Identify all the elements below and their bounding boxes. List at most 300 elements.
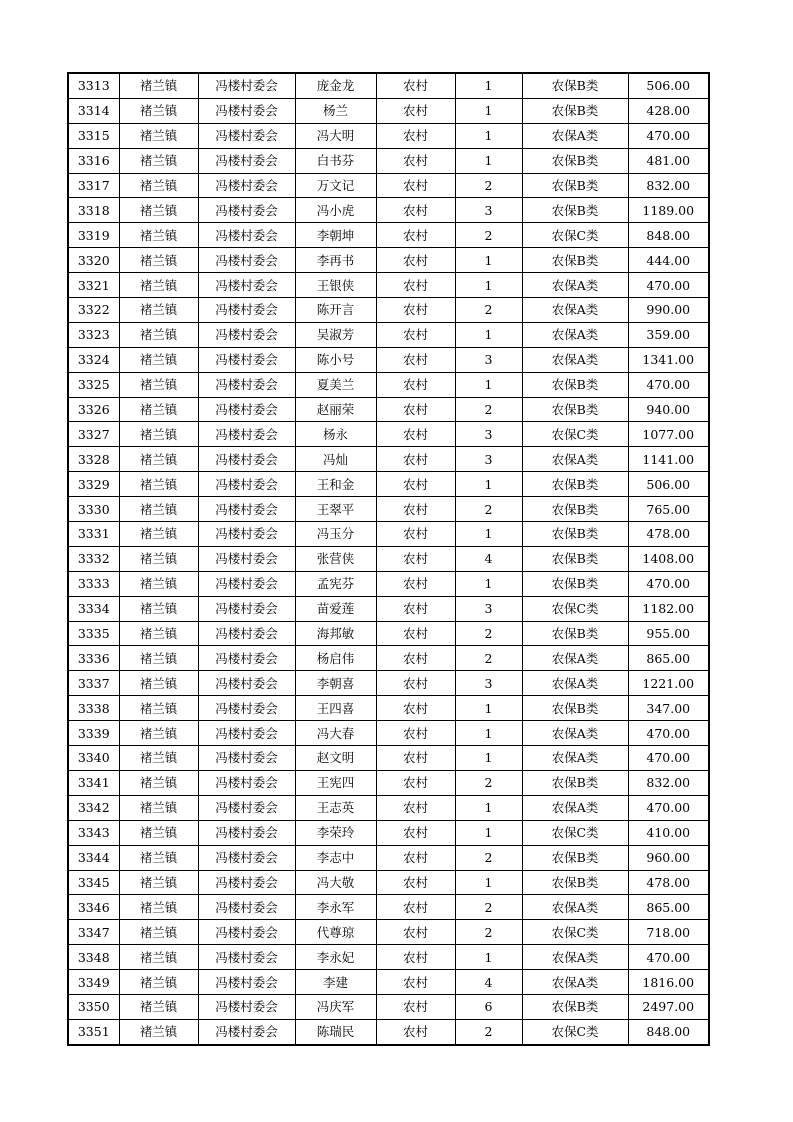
amount-cell: 848.00 bbox=[628, 1019, 709, 1044]
household-size-cell: 1 bbox=[455, 795, 522, 820]
town-cell: 褚兰镇 bbox=[119, 248, 198, 273]
row-number-cell: 3319 bbox=[68, 223, 119, 248]
area-type-cell: 农村 bbox=[376, 422, 455, 447]
table-row bbox=[68, 372, 709, 397]
household-size-cell: 2 bbox=[455, 173, 522, 198]
row-number-cell: 3329 bbox=[68, 472, 119, 497]
household-size-cell: 1 bbox=[455, 248, 522, 273]
table-row bbox=[68, 298, 709, 323]
table-row bbox=[68, 472, 709, 497]
amount-cell: 832.00 bbox=[628, 770, 709, 795]
town-cell: 褚兰镇 bbox=[119, 173, 198, 198]
village-committee-cell: 冯楼村委会 bbox=[198, 845, 295, 870]
amount-cell: 359.00 bbox=[628, 322, 709, 347]
name-cell: 冯大敬 bbox=[295, 870, 376, 895]
amount-cell: 1141.00 bbox=[628, 447, 709, 472]
name-cell: 李朝喜 bbox=[295, 671, 376, 696]
name-cell: 王银侠 bbox=[295, 273, 376, 298]
area-type-cell: 农村 bbox=[376, 546, 455, 571]
row-number-cell: 3321 bbox=[68, 273, 119, 298]
table-row bbox=[68, 945, 709, 970]
area-type-cell: 农村 bbox=[376, 123, 455, 148]
row-number-cell: 3330 bbox=[68, 497, 119, 522]
village-committee-cell: 冯楼村委会 bbox=[198, 721, 295, 746]
village-committee-cell: 冯楼村委会 bbox=[198, 621, 295, 646]
insurance-class-cell: 农保A类 bbox=[522, 746, 628, 771]
name-cell: 杨永 bbox=[295, 422, 376, 447]
amount-cell: 765.00 bbox=[628, 497, 709, 522]
amount-cell: 1182.00 bbox=[628, 596, 709, 621]
area-type-cell: 农村 bbox=[376, 646, 455, 671]
table-row bbox=[68, 397, 709, 422]
amount-cell: 481.00 bbox=[628, 148, 709, 173]
household-size-cell: 1 bbox=[455, 472, 522, 497]
table-row bbox=[68, 646, 709, 671]
village-committee-cell: 冯楼村委会 bbox=[198, 920, 295, 945]
town-cell: 褚兰镇 bbox=[119, 994, 198, 1019]
area-type-cell: 农村 bbox=[376, 820, 455, 845]
row-number-cell: 3315 bbox=[68, 123, 119, 148]
area-type-cell: 农村 bbox=[376, 198, 455, 223]
household-size-cell: 2 bbox=[455, 1019, 522, 1044]
name-cell: 冯大明 bbox=[295, 123, 376, 148]
amount-cell: 1189.00 bbox=[628, 198, 709, 223]
amount-cell: 478.00 bbox=[628, 522, 709, 547]
town-cell: 褚兰镇 bbox=[119, 721, 198, 746]
town-cell: 褚兰镇 bbox=[119, 970, 198, 995]
village-committee-cell: 冯楼村委会 bbox=[198, 248, 295, 273]
village-committee-cell: 冯楼村委会 bbox=[198, 173, 295, 198]
row-number-cell: 3347 bbox=[68, 920, 119, 945]
village-committee-cell: 冯楼村委会 bbox=[198, 322, 295, 347]
row-number-cell: 3342 bbox=[68, 795, 119, 820]
insurance-class-cell: 农保B类 bbox=[522, 770, 628, 795]
table-row bbox=[68, 895, 709, 920]
table-row bbox=[68, 621, 709, 646]
town-cell: 褚兰镇 bbox=[119, 646, 198, 671]
area-type-cell: 农村 bbox=[376, 845, 455, 870]
household-size-cell: 1 bbox=[455, 73, 522, 98]
village-committee-cell: 冯楼村委会 bbox=[198, 770, 295, 795]
table-row bbox=[68, 148, 709, 173]
area-type-cell: 农村 bbox=[376, 447, 455, 472]
amount-cell: 470.00 bbox=[628, 372, 709, 397]
village-committee-cell: 冯楼村委会 bbox=[198, 298, 295, 323]
village-committee-cell: 冯楼村委会 bbox=[198, 1019, 295, 1044]
household-size-cell: 1 bbox=[455, 322, 522, 347]
town-cell: 褚兰镇 bbox=[119, 870, 198, 895]
household-size-cell: 3 bbox=[455, 198, 522, 223]
table-row bbox=[68, 522, 709, 547]
area-type-cell: 农村 bbox=[376, 248, 455, 273]
area-type-cell: 农村 bbox=[376, 148, 455, 173]
amount-cell: 955.00 bbox=[628, 621, 709, 646]
village-committee-cell: 冯楼村委会 bbox=[198, 372, 295, 397]
area-type-cell: 农村 bbox=[376, 795, 455, 820]
name-cell: 王宪四 bbox=[295, 770, 376, 795]
household-size-cell: 3 bbox=[455, 422, 522, 447]
insurance-class-cell: 农保C类 bbox=[522, 422, 628, 447]
household-size-cell: 1 bbox=[455, 148, 522, 173]
village-committee-cell: 冯楼村委会 bbox=[198, 522, 295, 547]
village-committee-cell: 冯楼村委会 bbox=[198, 895, 295, 920]
area-type-cell: 农村 bbox=[376, 970, 455, 995]
area-type-cell: 农村 bbox=[376, 945, 455, 970]
village-committee-cell: 冯楼村委会 bbox=[198, 472, 295, 497]
name-cell: 李朝坤 bbox=[295, 223, 376, 248]
table-row bbox=[68, 994, 709, 1019]
insurance-class-cell: 农保B类 bbox=[522, 497, 628, 522]
name-cell: 王和金 bbox=[295, 472, 376, 497]
amount-cell: 865.00 bbox=[628, 646, 709, 671]
amount-cell: 1221.00 bbox=[628, 671, 709, 696]
amount-cell: 347.00 bbox=[628, 696, 709, 721]
household-size-cell: 1 bbox=[455, 98, 522, 123]
household-size-cell: 2 bbox=[455, 497, 522, 522]
name-cell: 李志中 bbox=[295, 845, 376, 870]
area-type-cell: 农村 bbox=[376, 1019, 455, 1044]
name-cell: 李建 bbox=[295, 970, 376, 995]
name-cell: 庞金龙 bbox=[295, 73, 376, 98]
village-committee-cell: 冯楼村委会 bbox=[198, 696, 295, 721]
table-row bbox=[68, 970, 709, 995]
household-size-cell: 2 bbox=[455, 621, 522, 646]
town-cell: 褚兰镇 bbox=[119, 795, 198, 820]
village-committee-cell: 冯楼村委会 bbox=[198, 870, 295, 895]
insurance-class-cell: 农保B类 bbox=[522, 198, 628, 223]
amount-cell: 940.00 bbox=[628, 397, 709, 422]
household-size-cell: 3 bbox=[455, 596, 522, 621]
area-type-cell: 农村 bbox=[376, 770, 455, 795]
table-row bbox=[68, 696, 709, 721]
household-size-cell: 1 bbox=[455, 571, 522, 596]
row-number-cell: 3318 bbox=[68, 198, 119, 223]
area-type-cell: 农村 bbox=[376, 721, 455, 746]
row-number-cell: 3333 bbox=[68, 571, 119, 596]
row-number-cell: 3326 bbox=[68, 397, 119, 422]
area-type-cell: 农村 bbox=[376, 571, 455, 596]
insurance-class-cell: 农保B类 bbox=[522, 73, 628, 98]
row-number-cell: 3324 bbox=[68, 347, 119, 372]
village-committee-cell: 冯楼村委会 bbox=[198, 198, 295, 223]
insurance-class-cell: 农保B类 bbox=[522, 372, 628, 397]
insurance-class-cell: 农保C类 bbox=[522, 920, 628, 945]
name-cell: 李再书 bbox=[295, 248, 376, 273]
name-cell: 冯小虎 bbox=[295, 198, 376, 223]
area-type-cell: 农村 bbox=[376, 994, 455, 1019]
amount-cell: 470.00 bbox=[628, 945, 709, 970]
household-size-cell: 2 bbox=[455, 223, 522, 248]
row-number-cell: 3340 bbox=[68, 746, 119, 771]
village-committee-cell: 冯楼村委会 bbox=[198, 223, 295, 248]
household-size-cell: 1 bbox=[455, 372, 522, 397]
row-number-cell: 3320 bbox=[68, 248, 119, 273]
area-type-cell: 农村 bbox=[376, 497, 455, 522]
town-cell: 褚兰镇 bbox=[119, 596, 198, 621]
name-cell: 王翠平 bbox=[295, 497, 376, 522]
town-cell: 褚兰镇 bbox=[119, 223, 198, 248]
row-number-cell: 3314 bbox=[68, 98, 119, 123]
table-row bbox=[68, 1019, 709, 1044]
row-number-cell: 3346 bbox=[68, 895, 119, 920]
row-number-cell: 3316 bbox=[68, 148, 119, 173]
insurance-class-cell: 农保B类 bbox=[522, 173, 628, 198]
village-committee-cell: 冯楼村委会 bbox=[198, 397, 295, 422]
name-cell: 张营侠 bbox=[295, 546, 376, 571]
household-size-cell: 1 bbox=[455, 721, 522, 746]
name-cell: 陈小号 bbox=[295, 347, 376, 372]
town-cell: 褚兰镇 bbox=[119, 273, 198, 298]
area-type-cell: 农村 bbox=[376, 870, 455, 895]
village-committee-cell: 冯楼村委会 bbox=[198, 347, 295, 372]
insurance-class-cell: 农保A类 bbox=[522, 646, 628, 671]
insurance-class-cell: 农保A类 bbox=[522, 322, 628, 347]
amount-cell: 410.00 bbox=[628, 820, 709, 845]
amount-cell: 990.00 bbox=[628, 298, 709, 323]
town-cell: 褚兰镇 bbox=[119, 522, 198, 547]
town-cell: 褚兰镇 bbox=[119, 347, 198, 372]
row-number-cell: 3341 bbox=[68, 770, 119, 795]
area-type-cell: 农村 bbox=[376, 671, 455, 696]
household-size-cell: 2 bbox=[455, 646, 522, 671]
name-cell: 陈瑞民 bbox=[295, 1019, 376, 1044]
row-number-cell: 3322 bbox=[68, 298, 119, 323]
area-type-cell: 农村 bbox=[376, 895, 455, 920]
table-row bbox=[68, 422, 709, 447]
area-type-cell: 农村 bbox=[376, 298, 455, 323]
village-committee-cell: 冯楼村委会 bbox=[198, 994, 295, 1019]
table-row bbox=[68, 546, 709, 571]
insurance-class-cell: 农保C类 bbox=[522, 1019, 628, 1044]
amount-cell: 848.00 bbox=[628, 223, 709, 248]
town-cell: 褚兰镇 bbox=[119, 770, 198, 795]
amount-cell: 1816.00 bbox=[628, 970, 709, 995]
beneficiary-table bbox=[67, 72, 710, 1046]
amount-cell: 2497.00 bbox=[628, 994, 709, 1019]
name-cell: 杨兰 bbox=[295, 98, 376, 123]
insurance-class-cell: 农保C类 bbox=[522, 223, 628, 248]
name-cell: 冯大春 bbox=[295, 721, 376, 746]
name-cell: 海邦敏 bbox=[295, 621, 376, 646]
row-number-cell: 3351 bbox=[68, 1019, 119, 1044]
town-cell: 褚兰镇 bbox=[119, 148, 198, 173]
name-cell: 冯灿 bbox=[295, 447, 376, 472]
table-row bbox=[68, 347, 709, 372]
village-committee-cell: 冯楼村委会 bbox=[198, 671, 295, 696]
area-type-cell: 农村 bbox=[376, 173, 455, 198]
household-size-cell: 1 bbox=[455, 820, 522, 845]
table-row bbox=[68, 273, 709, 298]
town-cell: 褚兰镇 bbox=[119, 945, 198, 970]
name-cell: 孟宪芬 bbox=[295, 571, 376, 596]
village-committee-cell: 冯楼村委会 bbox=[198, 123, 295, 148]
town-cell: 褚兰镇 bbox=[119, 820, 198, 845]
table-row bbox=[68, 173, 709, 198]
town-cell: 褚兰镇 bbox=[119, 895, 198, 920]
name-cell: 李永军 bbox=[295, 895, 376, 920]
table-row bbox=[68, 920, 709, 945]
table-row bbox=[68, 223, 709, 248]
row-number-cell: 3331 bbox=[68, 522, 119, 547]
amount-cell: 960.00 bbox=[628, 845, 709, 870]
village-committee-cell: 冯楼村委会 bbox=[198, 546, 295, 571]
row-number-cell: 3338 bbox=[68, 696, 119, 721]
area-type-cell: 农村 bbox=[376, 98, 455, 123]
town-cell: 褚兰镇 bbox=[119, 746, 198, 771]
insurance-class-cell: 农保A类 bbox=[522, 895, 628, 920]
row-number-cell: 3336 bbox=[68, 646, 119, 671]
table-row bbox=[68, 322, 709, 347]
table-row bbox=[68, 671, 709, 696]
amount-cell: 470.00 bbox=[628, 571, 709, 596]
insurance-class-cell: 农保B类 bbox=[522, 472, 628, 497]
row-number-cell: 3332 bbox=[68, 546, 119, 571]
table-row bbox=[68, 770, 709, 795]
household-size-cell: 2 bbox=[455, 397, 522, 422]
village-committee-cell: 冯楼村委会 bbox=[198, 422, 295, 447]
insurance-class-cell: 农保A类 bbox=[522, 795, 628, 820]
row-number-cell: 3339 bbox=[68, 721, 119, 746]
insurance-class-cell: 农保A类 bbox=[522, 671, 628, 696]
table-row bbox=[68, 123, 709, 148]
row-number-cell: 3345 bbox=[68, 870, 119, 895]
village-committee-cell: 冯楼村委会 bbox=[198, 596, 295, 621]
row-number-cell: 3313 bbox=[68, 73, 119, 98]
row-number-cell: 3337 bbox=[68, 671, 119, 696]
row-number-cell: 3344 bbox=[68, 845, 119, 870]
table-row bbox=[68, 870, 709, 895]
insurance-class-cell: 农保A类 bbox=[522, 123, 628, 148]
row-number-cell: 3349 bbox=[68, 970, 119, 995]
insurance-class-cell: 农保B类 bbox=[522, 98, 628, 123]
insurance-class-cell: 农保A类 bbox=[522, 970, 628, 995]
name-cell: 苗爱莲 bbox=[295, 596, 376, 621]
insurance-class-cell: 农保C类 bbox=[522, 820, 628, 845]
table-row bbox=[68, 596, 709, 621]
insurance-class-cell: 农保B类 bbox=[522, 148, 628, 173]
household-size-cell: 1 bbox=[455, 696, 522, 721]
village-committee-cell: 冯楼村委会 bbox=[198, 497, 295, 522]
amount-cell: 470.00 bbox=[628, 746, 709, 771]
insurance-class-cell: 农保A类 bbox=[522, 945, 628, 970]
household-size-cell: 3 bbox=[455, 671, 522, 696]
insurance-class-cell: 农保A类 bbox=[522, 721, 628, 746]
village-committee-cell: 冯楼村委会 bbox=[198, 646, 295, 671]
household-size-cell: 2 bbox=[455, 298, 522, 323]
household-size-cell: 6 bbox=[455, 994, 522, 1019]
area-type-cell: 农村 bbox=[376, 522, 455, 547]
amount-cell: 718.00 bbox=[628, 920, 709, 945]
name-cell: 万文记 bbox=[295, 173, 376, 198]
village-committee-cell: 冯楼村委会 bbox=[198, 746, 295, 771]
town-cell: 褚兰镇 bbox=[119, 696, 198, 721]
town-cell: 褚兰镇 bbox=[119, 546, 198, 571]
name-cell: 冯庆军 bbox=[295, 994, 376, 1019]
town-cell: 褚兰镇 bbox=[119, 198, 198, 223]
table-row bbox=[68, 447, 709, 472]
town-cell: 褚兰镇 bbox=[119, 123, 198, 148]
name-cell: 赵丽荣 bbox=[295, 397, 376, 422]
area-type-cell: 农村 bbox=[376, 322, 455, 347]
insurance-class-cell: 农保B类 bbox=[522, 522, 628, 547]
row-number-cell: 3325 bbox=[68, 372, 119, 397]
village-committee-cell: 冯楼村委会 bbox=[198, 148, 295, 173]
name-cell: 王志英 bbox=[295, 795, 376, 820]
town-cell: 褚兰镇 bbox=[119, 422, 198, 447]
village-committee-cell: 冯楼村委会 bbox=[198, 945, 295, 970]
household-size-cell: 1 bbox=[455, 870, 522, 895]
household-size-cell: 2 bbox=[455, 920, 522, 945]
area-type-cell: 农村 bbox=[376, 273, 455, 298]
household-size-cell: 3 bbox=[455, 447, 522, 472]
table-row bbox=[68, 198, 709, 223]
town-cell: 褚兰镇 bbox=[119, 447, 198, 472]
town-cell: 褚兰镇 bbox=[119, 845, 198, 870]
area-type-cell: 农村 bbox=[376, 920, 455, 945]
area-type-cell: 农村 bbox=[376, 472, 455, 497]
area-type-cell: 农村 bbox=[376, 223, 455, 248]
amount-cell: 1408.00 bbox=[628, 546, 709, 571]
town-cell: 褚兰镇 bbox=[119, 571, 198, 596]
village-committee-cell: 冯楼村委会 bbox=[198, 820, 295, 845]
amount-cell: 506.00 bbox=[628, 73, 709, 98]
amount-cell: 470.00 bbox=[628, 273, 709, 298]
name-cell: 杨启伟 bbox=[295, 646, 376, 671]
amount-cell: 428.00 bbox=[628, 98, 709, 123]
insurance-class-cell: 农保A类 bbox=[522, 447, 628, 472]
area-type-cell: 农村 bbox=[376, 73, 455, 98]
amount-cell: 470.00 bbox=[628, 721, 709, 746]
town-cell: 褚兰镇 bbox=[119, 1019, 198, 1044]
area-type-cell: 农村 bbox=[376, 746, 455, 771]
row-number-cell: 3348 bbox=[68, 945, 119, 970]
insurance-class-cell: 农保B类 bbox=[522, 397, 628, 422]
village-committee-cell: 冯楼村委会 bbox=[198, 73, 295, 98]
name-cell: 白书芬 bbox=[295, 148, 376, 173]
table-row bbox=[68, 845, 709, 870]
household-size-cell: 1 bbox=[455, 522, 522, 547]
household-size-cell: 2 bbox=[455, 895, 522, 920]
row-number-cell: 3323 bbox=[68, 322, 119, 347]
area-type-cell: 农村 bbox=[376, 397, 455, 422]
village-committee-cell: 冯楼村委会 bbox=[198, 970, 295, 995]
insurance-class-cell: 农保A类 bbox=[522, 273, 628, 298]
name-cell: 李荣玲 bbox=[295, 820, 376, 845]
village-committee-cell: 冯楼村委会 bbox=[198, 273, 295, 298]
name-cell: 李永妃 bbox=[295, 945, 376, 970]
amount-cell: 444.00 bbox=[628, 248, 709, 273]
household-size-cell: 4 bbox=[455, 546, 522, 571]
household-size-cell: 2 bbox=[455, 770, 522, 795]
row-number-cell: 3335 bbox=[68, 621, 119, 646]
row-number-cell: 3350 bbox=[68, 994, 119, 1019]
town-cell: 褚兰镇 bbox=[119, 397, 198, 422]
area-type-cell: 农村 bbox=[376, 696, 455, 721]
insurance-class-cell: 农保C类 bbox=[522, 596, 628, 621]
name-cell: 夏美兰 bbox=[295, 372, 376, 397]
insurance-class-cell: 农保B类 bbox=[522, 571, 628, 596]
household-size-cell: 3 bbox=[455, 347, 522, 372]
amount-cell: 1341.00 bbox=[628, 347, 709, 372]
town-cell: 褚兰镇 bbox=[119, 497, 198, 522]
table-row bbox=[68, 721, 709, 746]
insurance-class-cell: 农保B类 bbox=[522, 696, 628, 721]
insurance-class-cell: 农保B类 bbox=[522, 546, 628, 571]
town-cell: 褚兰镇 bbox=[119, 472, 198, 497]
insurance-class-cell: 农保A类 bbox=[522, 347, 628, 372]
row-number-cell: 3317 bbox=[68, 173, 119, 198]
insurance-class-cell: 农保B类 bbox=[522, 870, 628, 895]
